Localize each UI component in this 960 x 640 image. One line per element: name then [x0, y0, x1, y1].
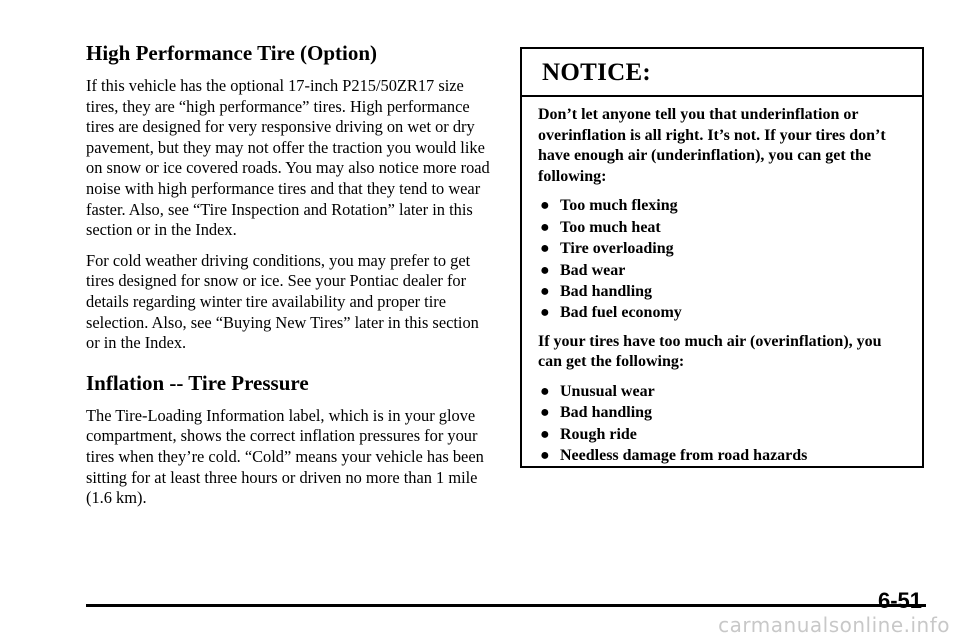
- bullet-icon: ●: [540, 425, 550, 443]
- notice-body: [522, 97, 922, 467]
- paragraph-cold-weather: For cold weather driving conditions, you may prefer to get tires designed for snow or ice. See your Pontiac dealer for details regarding winter tire availability and proper tire selection. Also, see “Buying New Tires” later in this section or in the Index.: [86, 250, 479, 353]
- bullet-icon: ●: [540, 304, 550, 322]
- list-item: ● Too much flexing: [538, 195, 908, 216]
- notice-title: NOTICE:: [522, 49, 922, 97]
- footer-rule: [86, 604, 926, 607]
- bullet-icon: ●: [540, 197, 550, 215]
- notice-intro: Don’t let anyone tell you that underinflation or overinflation is all right. It’s not. If your tires don’t have enough air (underinflation), you can get the following:: [538, 106, 886, 185]
- watermark: carmanualsonline.info: [718, 613, 950, 637]
- list-item: ● Bad wear: [538, 260, 908, 281]
- overinflation-list: [538, 381, 908, 467]
- bullet-icon: ●: [540, 447, 550, 465]
- page-number: 6-51: [877, 588, 922, 613]
- section-heading-high-performance: High Performance Tire (Option): [86, 41, 378, 65]
- bullet-icon: ●: [540, 383, 550, 400]
- list-item: ● Bad handling: [538, 281, 908, 302]
- left-column: [86, 40, 496, 519]
- list-item: ● Bad fuel economy: [538, 302, 908, 323]
- bullet-icon: ●: [540, 404, 550, 422]
- paragraph-tire-loading: The Tire-Loading Information label, which is in your glove compartment, shows the correct inflation pressures for your tires when they’re cold. “Cold” means your vehicle has been sitting for at least three hours or driven no more than 1 mile (1.6 km).: [86, 405, 484, 508]
- list-item: ● Rough ride: [538, 424, 908, 445]
- bullet-icon: ●: [540, 240, 550, 258]
- paragraph-high-performance: If this vehicle has the optional 17-inch P215/50ZR17 size tires, they are “high performance” tires. High performance tires are designed for very responsive driving on wet or dry pavement, but they may not offer the traction you would like on snow or ice covered roads. You may also notice more road noise with high performance tires and that they tend to wear faster. Also, see “Tire Inspection and Rotation” later in this section or in the Index.: [86, 76, 490, 240]
- bullet-icon: ●: [540, 261, 550, 279]
- bullet-icon: ●: [540, 283, 550, 300]
- underinflation-list: [538, 195, 908, 323]
- notice-overinflation-intro: If your tires have too much air (overinflation), you can get the following:: [538, 332, 882, 371]
- list-item: ● Tire overloading: [538, 238, 908, 259]
- section-heading-inflation: Inflation -- Tire Pressure: [86, 370, 309, 395]
- notice-box: [520, 47, 924, 468]
- bullet-icon: ●: [540, 218, 550, 236]
- list-item: ● Needless damage from road hazards: [538, 445, 908, 466]
- list-item: ● Too much heat: [538, 217, 908, 238]
- list-item: ● Unusual wear: [538, 381, 908, 402]
- list-item: ● Bad handling: [538, 402, 908, 423]
